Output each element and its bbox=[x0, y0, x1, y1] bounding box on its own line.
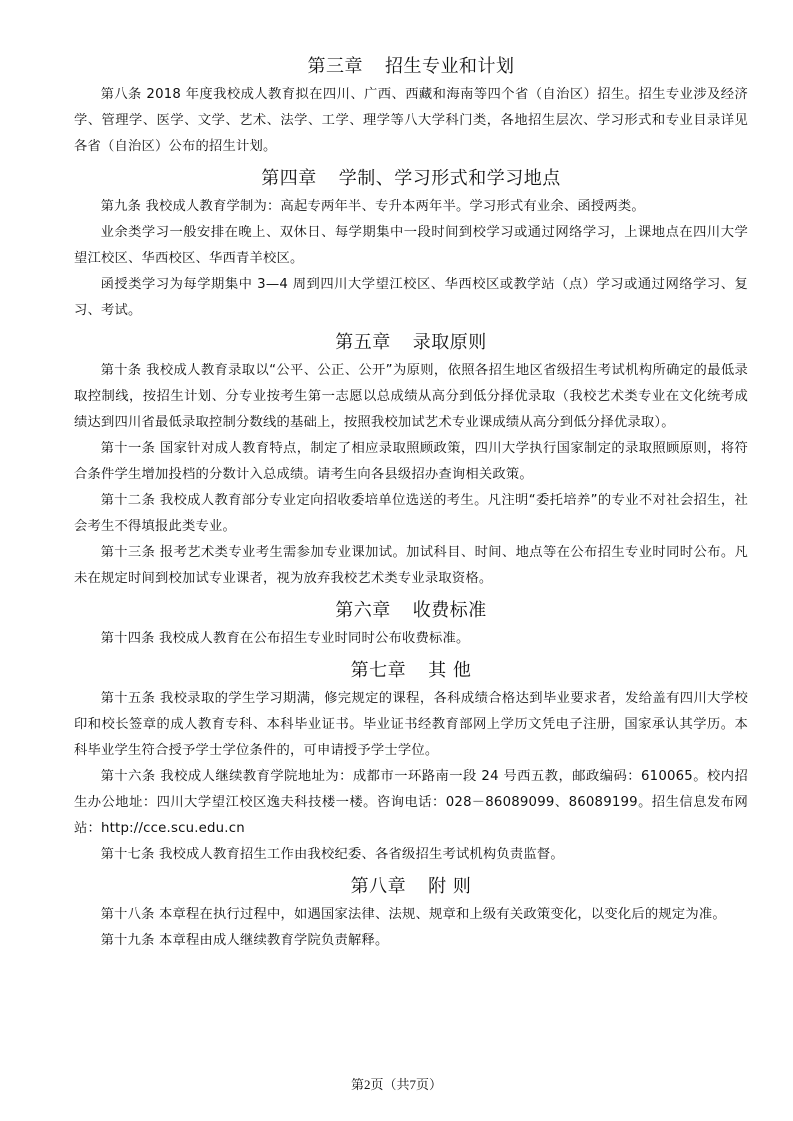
chapter-heading bbox=[74, 656, 748, 686]
chapter-5 bbox=[74, 328, 748, 592]
chapter-heading bbox=[74, 872, 748, 902]
article-paragraph: 第十五条 我校录取的学生学习期满，修完规定的课程，各科成绩合格达到毕业要求者，发给盖有四川大学校印和校长签章的成人教育专科、本科毕业证书。毕业证书经教育部网上学历文凭电子注册，国家承认其学历。本科毕业学生符合授予学士学位条件的，可申请授予学士学位。 bbox=[74, 691, 748, 758]
article-paragraph: 第十一条 国家针对成人教育特点，制定了相应录取照顾政策，四川大学执行国家制定的录取照顾原则，将符合条件学生增加投档的分数计入总成绩。请考生向各县级招办查询相关政策。 bbox=[74, 441, 748, 482]
chapter-number: 第三章 bbox=[307, 56, 363, 77]
article-paragraph: 第九条 我校成人教育学制为：高起专两年半、专升本两年半。学习形式有业余、函授两类。 bbox=[100, 199, 645, 214]
chapter-title: 学制、学习形式和学习地点 bbox=[338, 168, 561, 189]
article-paragraph: 第十四条 我校成人教育在公布招生专业时同时公布收费标准。 bbox=[100, 631, 470, 646]
chapter-number: 第四章 bbox=[261, 168, 317, 189]
article-paragraph: 第十七条 我校成人教育招生工作由我校纪委、各省级招生考试机构负责监督。 bbox=[100, 847, 564, 862]
page-number-footer: 第2页（共7页） bbox=[350, 1077, 442, 1092]
chapter-number: 第七章 bbox=[350, 660, 407, 681]
chapter-8 bbox=[74, 872, 748, 954]
chapter-title: 招生专业和计划 bbox=[385, 56, 515, 77]
chapter-6 bbox=[74, 596, 748, 652]
chapter-number: 第五章 bbox=[335, 332, 391, 353]
article-paragraph: 第十六条 我校成人继续教育学院地址为：成都市一环路南一段 24 号西五教，邮政编码：610065。校内招生办公地址：四川大学望江校区逸夫科技楼一楼。咨询电话：028－86089099、86089199。招生信息发布网站：http://cce.scu.edu.cn bbox=[74, 769, 748, 836]
chapter-title: 收费标准 bbox=[412, 600, 487, 621]
article-paragraph: 第十二条 我校成人教育部分专业定向招收委培单位选送的考生。凡注明“委托培养”的专业不对社会招生，社会考生不得填报此类专业。 bbox=[74, 493, 748, 534]
article-paragraph: 第十九条 本章程由成人继续教育学院负责解释。 bbox=[100, 933, 389, 948]
chapter-3 bbox=[74, 52, 748, 160]
chapter-title: 录取原则 bbox=[412, 332, 487, 353]
chapter-title: 其 他 bbox=[428, 660, 472, 681]
chapter-7 bbox=[74, 656, 748, 868]
chapter-heading bbox=[74, 164, 748, 194]
chapter-number: 第八章 bbox=[350, 876, 407, 897]
article-paragraph: 第十八条 本章程在执行过程中，如遇国家法律、法规、规章和上级有关政策变化，以变化后的规定为准。 bbox=[100, 907, 726, 922]
article-paragraph: 函授类学习为每学期集中 3—4 周到四川大学望江校区、华西校区或教学站（点）学习或通过网络学习、复习、考试。 bbox=[74, 277, 748, 318]
chapter-title: 附 则 bbox=[428, 876, 472, 897]
article-paragraph: 业余类学习一般安排在晚上、双休日、每学期集中一段时间到校学习或通过网络学习，上课地点在四川大学望江校区、华西校区、华西青羊校区。 bbox=[74, 225, 748, 266]
article-paragraph: 第八条 2018 年度我校成人教育拟在四川、广西、西藏和海南等四个省（自治区）招生。招生专业涉及经济学、管理学、医学、文学、艺术、法学、工学、理学等八大学科门类，各地招生层次、学习形式和专业目录详见各省（自治区）公布的招生计划。 bbox=[74, 87, 748, 154]
chapter-heading bbox=[74, 52, 748, 82]
chapter-heading bbox=[74, 328, 748, 358]
article-paragraph: 第十条 我校成人教育录取以“公平、公正、公开”为原则，依照各招生地区省级招生考试机构所确定的最低录取控制线，按招生计划、分专业按考生第一志愿以总成绩从高分到低分择优录取（我校艺术类专业在文化统考成绩达到四川省最低录取控制分数线的基础上，按照我校加试艺术专业课成绩从高分到低分择优录取）。 bbox=[74, 363, 748, 430]
chapter-4 bbox=[74, 164, 748, 324]
chapter-heading bbox=[74, 596, 748, 626]
chapter-number: 第六章 bbox=[335, 600, 391, 621]
document-body bbox=[74, 52, 748, 958]
article-paragraph: 第十三条 报考艺术类专业考生需参加专业课加试。加试科目、时间、地点等在公布招生专业时同时公布。凡未在规定时间到校加试专业课者，视为放弃我校艺术类专业录取资格。 bbox=[74, 545, 748, 586]
